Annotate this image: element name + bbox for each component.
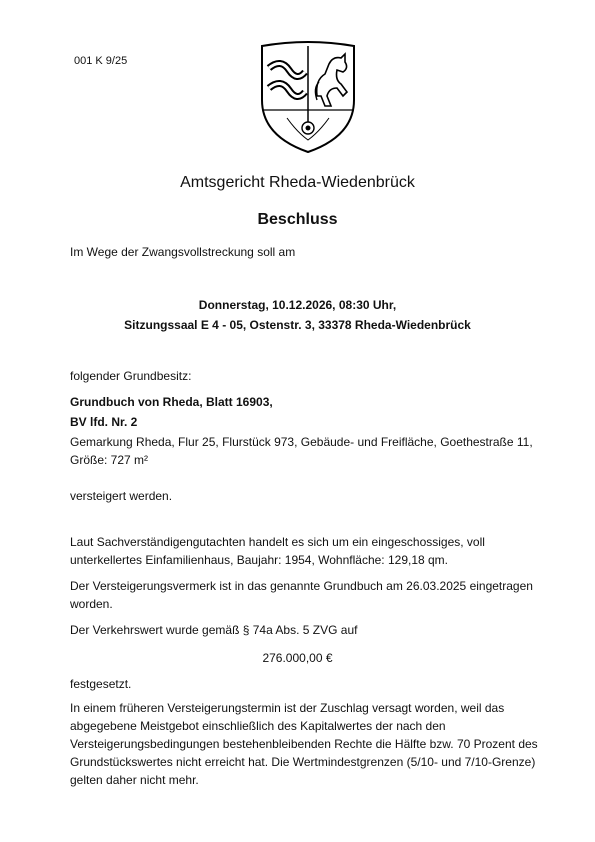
appraisal-text: Laut Sachverständigengutachten handelt es sich um ein eingeschossiges, voll unterkellertes Einfamilienhaus, Baujahr: 1954, Wohnfläche: 129,18 qm.	[70, 535, 485, 567]
court-name: Amtsgericht Rheda-Wiedenbrück	[180, 174, 415, 191]
fixed-text: festgesetzt.	[70, 677, 132, 691]
land-register-line-2: BV lfd. Nr. 2	[70, 415, 138, 429]
document-title: Beschluss	[257, 211, 338, 228]
nrw-coat-of-arms-icon	[259, 40, 357, 154]
auction-location: Sitzungssaal E 4 - 05, Ostenstr. 3, 33378 Rheda-Wiedenbrück	[124, 318, 471, 332]
case-reference: 001 K 9/25	[74, 55, 128, 67]
intro-text: Im Wege der Zwangsvollstreckung soll am	[70, 245, 296, 259]
auction-date: Donnerstag, 10.12.2026, 08:30 Uhr,	[198, 298, 397, 312]
property-intro: folgender Grundbesitz:	[70, 369, 192, 383]
land-register-line-1: Grundbuch von Rheda, Blatt 16903,	[70, 395, 273, 409]
registration-note: Der Versteigerungsvermerk ist in das genannte Grundbuch am 26.03.2025 eingetragen worden.	[70, 579, 533, 611]
auctioned-text: versteigert werden.	[70, 489, 173, 503]
market-value: 276.000,00 €	[262, 651, 333, 665]
value-intro: Der Verkehrswert wurde gemäß § 74a Abs. 5 ZVG auf	[70, 623, 358, 637]
previous-auction-note: In einem früheren Versteigerungstermin ist der Zuschlag versagt worden, weil das abgegebene Meistgebot einschließlich des Kapitalwertes der nach den Versteigerungsbedingungen bestehenbleibenden Rechte die Hälfte bzw. 70 Prozent des Grundstückswertes nicht erreicht hat. Die Wertmindestgrenzen (5/10- und 7/10-Grenze) gelten daher nicht mehr.	[70, 701, 538, 787]
parcel-description: Gemarkung Rheda, Flur 25, Flurstück 973, Gebäude- und Freifläche, Goethestraße 11, Größe: 727 m²	[70, 435, 533, 467]
